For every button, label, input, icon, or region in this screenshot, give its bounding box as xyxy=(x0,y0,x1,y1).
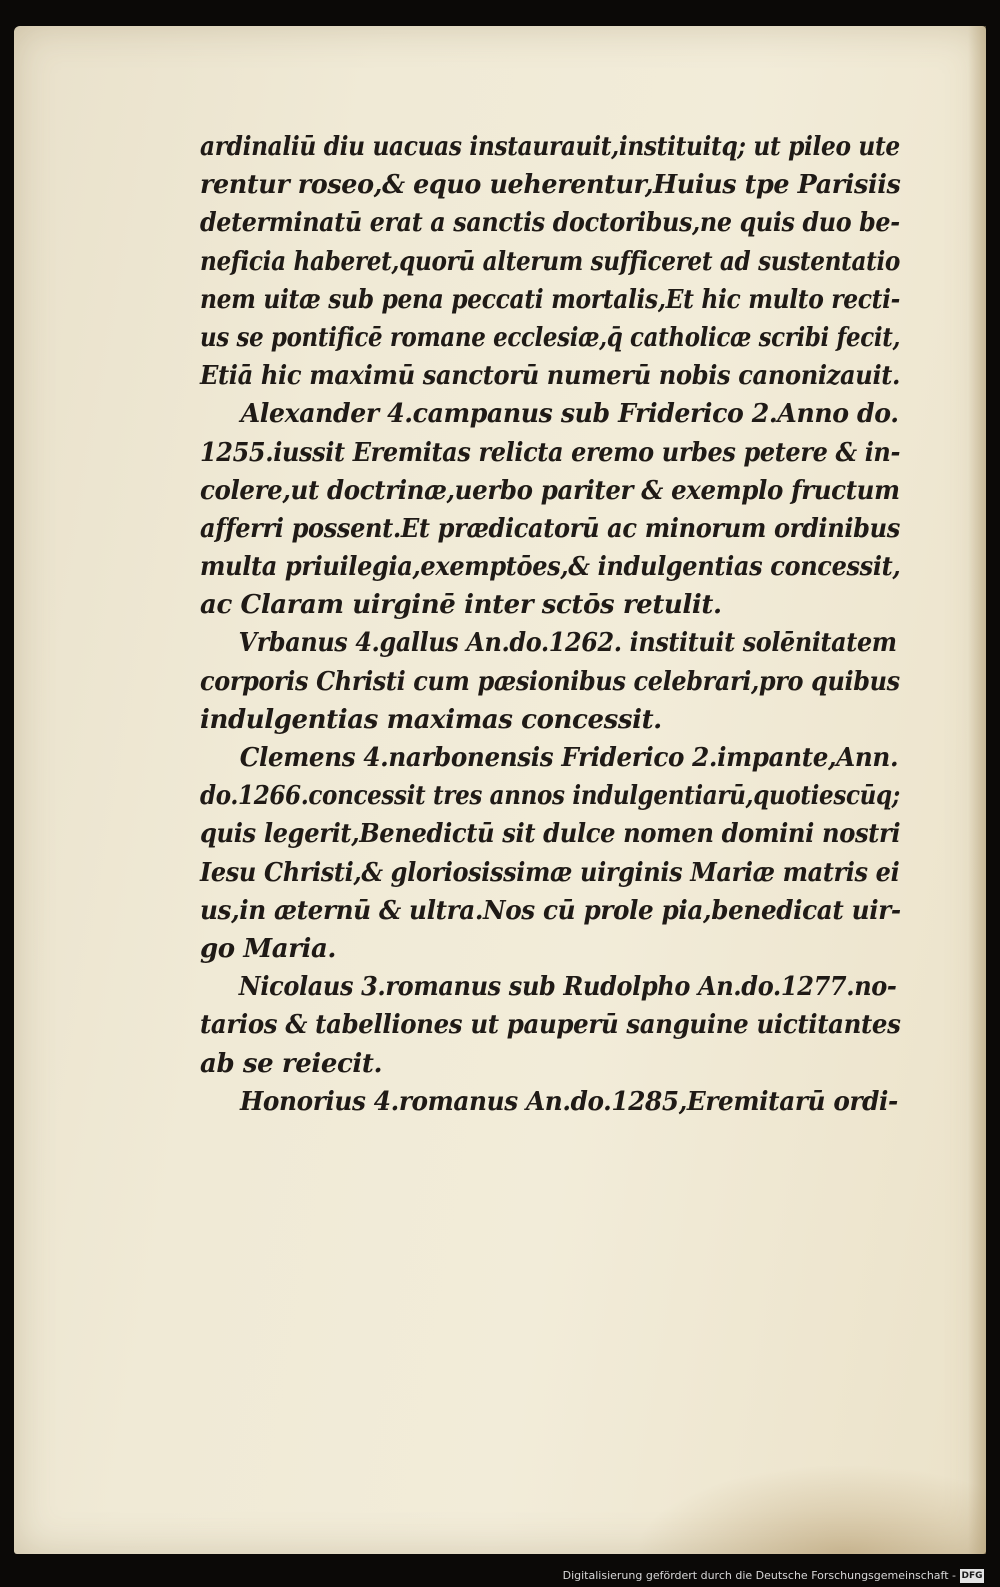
paragraph-start-line: Nicolaus 3.romanus sub Rudolpho An.do.1277.no- xyxy=(238,972,897,1003)
text-line: quis legerit,Benedictū sit dulce nomen domini nostri xyxy=(200,819,901,850)
text-line: 1255.iussit Eremitas relicta eremo urbes petere & in- xyxy=(200,437,901,468)
text-line: Iesu Christi,& gloriosissimæ uirginis Mariæ matris ei xyxy=(200,857,900,888)
text-line: go Maria. xyxy=(200,933,337,964)
text-line: multa priuilegia,exemptōes,& indulgentias concessit, xyxy=(200,552,901,583)
body-text xyxy=(200,128,900,1121)
text-line: indulgentias maximas concessit. xyxy=(200,704,662,735)
dfg-logo: DFG xyxy=(961,1571,983,1581)
paragraph-start-line: Alexander 4.campanus sub Friderico 2.Anno do. xyxy=(240,399,899,430)
text-line: ab se reiecit. xyxy=(200,1048,383,1079)
text-line: tarios & tabelliones ut pauperū sanguine uictitantes xyxy=(200,1010,901,1041)
funding-credit: Digitalisierung gefördert durch die Deutsche Forschungsgemeinschaft - xyxy=(562,1569,956,1582)
paragraph-start-line: Clemens 4.narbonensis Friderico 2.impante,Ann. xyxy=(239,743,899,773)
text-line: us,in æternū & ultra.Nos cū prole pia,benedicat uir- xyxy=(200,895,901,926)
text-line: colere,ut doctrinæ,uerbo pariter & exemplo fructum xyxy=(200,475,900,506)
text-line: ardinaliū diu uacuas instaurauit,instituitq; ut pileo ute xyxy=(200,132,900,162)
page-edge-shadow xyxy=(968,26,986,1554)
text-line: corporis Christi cum pæsionibus celebrari,pro quibus xyxy=(200,666,900,697)
text-line: us se pontificē romane ecclesiæ,q̄ catholicæ scribi fecit, xyxy=(200,322,901,353)
text-line: afferri possent.Et prædicatorū ac minorum ordinibus xyxy=(200,513,900,544)
text-line: do.1266.concessit tres annos indulgentiarū,quotiescūq; xyxy=(200,781,900,812)
page-stain xyxy=(634,1464,986,1554)
paragraph-start-line: Honorius 4.romanus An.do.1285,Eremitarū ordi- xyxy=(239,1086,898,1117)
text-line: neficia haberet,quorū alterum sufficeret ad sustentatio xyxy=(200,246,901,277)
paragraph-start-line: Vrbanus 4.gallus An.do.1262. instituit solēnitatem xyxy=(238,628,897,659)
text-line: determinatū erat a sanctis doctoribus,ne quis duo be- xyxy=(200,208,900,239)
text-line: ac Claram uirginē inter sctōs retulit. xyxy=(200,590,722,621)
text-line: rentur roseo,& equo ueherentur,Huius tpe Parisiis xyxy=(200,170,901,201)
text-line: Etiā hic maximū sanctorū numerū nobis canonizauit. xyxy=(200,361,901,392)
text-line: nem uitæ sub pena peccati mortalis,Et hic multo recti- xyxy=(200,284,901,315)
